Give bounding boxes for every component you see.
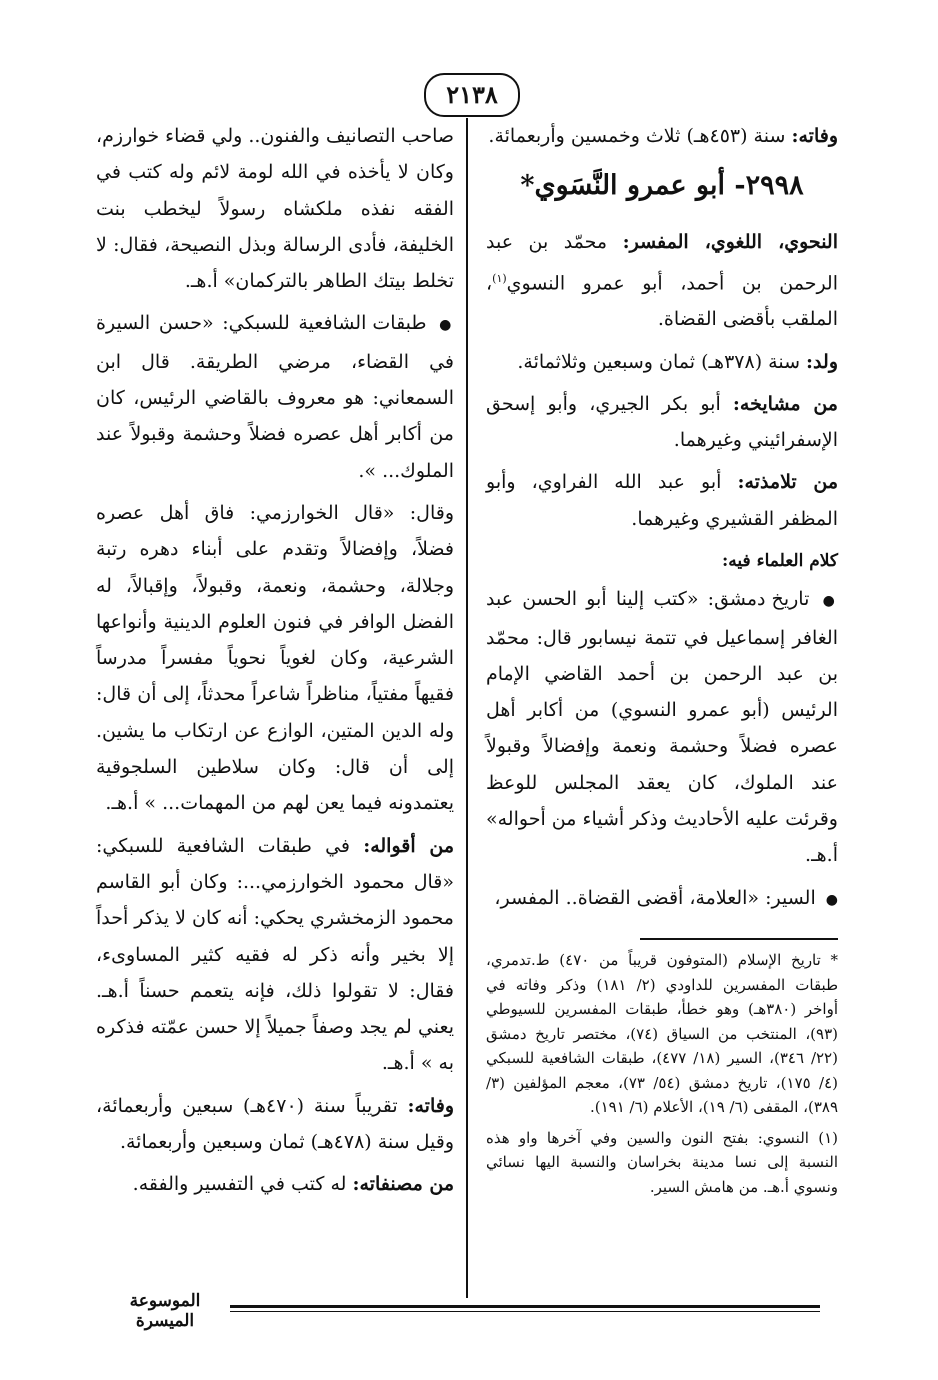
bullet-icon: ● [822, 593, 838, 610]
footnote-sources: * تاريخ الإسلام (المتوفون قريباً من ٤٧٠) ط.تدمري، طبقات المفسرين للداودي (٢/ ١٨١) وذكر وفاته في أواخر (٣٨٠هـ) وهو خطأ، طبقات المفسرين للسيوطي (٩٣)، المنتخب من السياق (٧٤)، مختصر تاريخ دمشق (٢٢/ ٣٤٦)، السير (١٨/ ٤٧٧)، طبقات الشافعية للسبكي (٤/ ١٧٥)، تاريخ دمشق (٥٤/ ٧٣)، معجم المؤلفين (٣/ ٣٨٩)، المقفى (٦/ ١٩)، الأعلام (٦/ ١٩١). [486, 951, 839, 1116]
subki-text: طبقات الشافعية للسبكي: «حسن السيرة في القضاء، مرضي الطريقة. قال ابن السمعاني: هو معروف بالقاضي الرئيس، كان من أكابر أهل عصره فضلاً وحشمة وقبولاً عند الملوك... ». [96, 312, 454, 482]
column-divider [466, 118, 468, 1298]
scholars-heading: كلام العلماء فيه: [722, 551, 838, 571]
tarikh-dimashq-text: تاريخ دمشق: «كتب إلينا أبو الحسن عبد الغافر إسماعيل في تتمة نيسابور قال: محمّد بن عبد الرحمن بن أحمد القاضي الإمام الرئيس (أبو عمرو النسوي) من أكابر أهل عصره فضلاً وحشمة ونعمة وإفضالاً وقبولاً عند الملوك، كان يعقد المجلس للوعظ وقرئت عليه الأحاديث وذكر أشياء من أحواله» أ.هـ. [486, 588, 838, 867]
born [486, 344, 838, 380]
sayings-label: من أقواله: [363, 834, 455, 857]
footer-title: الموسوعة الميسرة [129, 1291, 201, 1331]
works-label: من مصنفاته: [352, 1173, 454, 1196]
bullet-icon: ● [825, 891, 838, 908]
quote-khwarizmi: وقال: «قال الخوارزمي: فاق أهل عصره فضلاً، وإفضالاً وتقدم على أبناء دهره رتبة وجلالة، وحشمة، ونعمة، وقبولاً، وإقبالاً، له الفضل الوافر في فنون العلوم الدينية وأنواعها الشرعية، وكان لغوياً نحوياً مفسراً مدرساً فقيهاً مفتياً، مناظراً شاعراً محدثاً، إلى أن قال: وله الدين المتين، الوازع عن ارتكاب ما يشين. إلى أن قال: وكان سلاطين السلجوقية يعتمدونه فيما يعن لهم من المهمات... » أ.هـ. [96, 501, 454, 815]
footnote-rule [640, 938, 838, 940]
born-text: سنة (٣٧٨هـ) ثمان وسبعين وثلاثمائة. [517, 350, 800, 373]
death-label: وفاته: [791, 125, 838, 147]
teachers-text: أبو بكر الجيري، وأبو إسحق الإسفرائيني وغيرهما. [486, 392, 838, 452]
sayings-text: في طبقات الشافعية للسبكي: «قال محمود الخوارزمي...: وكان أبو القاسم محمود الزمخشري يحكي: أنه كان لا يذكر أحداً إلا بخير وأنه ذكر له فقيه كثير المساوىء، فقال: لا تقولوا ذلك، فإنه يتعمم حسناً أ.هـ. يعني لم يجد وصفاً جميلاً إلا حسن عمّته فذكره به » أ.هـ. [95, 834, 454, 1075]
teachers [486, 386, 838, 459]
siyar-continued: صاحب التصانيف والفنون.. ولي قضاء خوارزم، وكان لا يأخذه في الله لومة لائم وله كتب في الفقه نفذه ملكشاه رسولاً ليخطب بنت الخليفة، فأدى الرسالة وبذل النصيحة، فقال: لا تخلط بيتك الطاهر بالتركمان» أ.هـ. [96, 125, 454, 293]
works-text: له كتب في التفسير والفقه. [132, 1173, 347, 1196]
entry-title: ٢٩٩٨- أبو عمرو النَّسَوي* [520, 170, 804, 202]
footnote-mark: (١) [492, 271, 507, 285]
prev-entry-death [486, 118, 838, 154]
footnote-1: (١) النسوي: بفتح النون والسين وفي آخرها واو هذه النسبة إلى نسا مدينة بخراسان والنسبة اليها نسائي ونسوي أ.هـ. من هامش السير. [486, 1128, 838, 1196]
bullet-icon: ● [439, 317, 454, 334]
death-text: تقريباً سنة (٤٧٠هـ) سبعين وأربعمائة، وقيل سنة (٤٧٨هـ) ثمان وسبعين وأربعمائة. [96, 1094, 454, 1154]
born-label: ولد: [806, 350, 838, 373]
works [96, 1166, 454, 1202]
entry-intro [486, 224, 838, 337]
footer-rule [230, 1305, 820, 1308]
death-label: وفاته: [407, 1094, 454, 1117]
death-text: سنة (٤٥٣هـ) ثلاث وخمسين وأربعمائة. [488, 125, 786, 147]
intro-text-b: ، الملقب بأقضى القضاة. [486, 271, 838, 331]
students [486, 464, 838, 537]
left-column [96, 118, 454, 1209]
page-number: ٢١٣٨ [424, 73, 520, 117]
intro-text-a: محمّد بن عبد الرحمن بن أحمد، أبو عمرو النسوي [486, 231, 838, 294]
teachers-label: من مشايخه: [732, 392, 838, 415]
footnotes [486, 948, 838, 1205]
sayings [96, 828, 454, 1082]
siyar-text: السير: «العلامة، أقضى القضاة.. المفسر، [494, 886, 816, 909]
quote-subki [96, 305, 454, 488]
students-label: من تلامذته: [737, 471, 838, 494]
students-text: أبو عبد الله الفراوي، وأبو المظفر القشيري وغيرهما. [486, 471, 838, 530]
death [96, 1088, 454, 1161]
quote-siyar [486, 880, 838, 918]
right-column [486, 118, 838, 924]
intro-label: النحوي، اللغوي، المفسر: [622, 231, 838, 254]
quote-tarikh-dimashq [486, 581, 838, 873]
footer-rule-thin [230, 1311, 820, 1312]
